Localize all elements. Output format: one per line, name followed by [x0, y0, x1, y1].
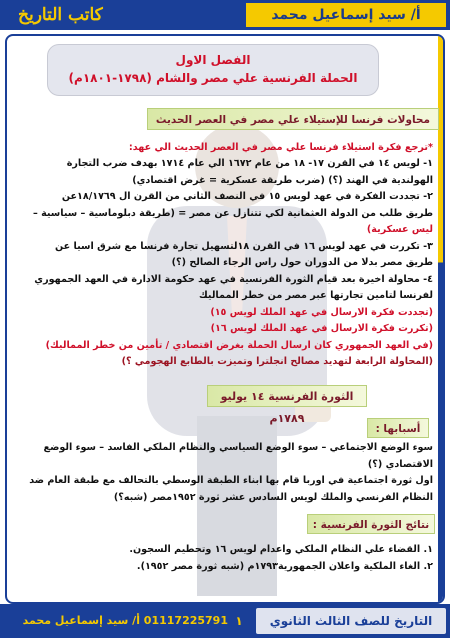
text-line: ٢. الغاء الملكية واعلان الجمهورية١٧٩٣م (شبه ثورة مصر ١٩٥٢). [136, 561, 433, 572]
revolution-heading: الثورة الفرنسية ١٤ يوليو ١٧٨٩م [207, 385, 367, 407]
page-header [0, 0, 450, 30]
section-intro: *ترجع فكرة استيلاء فرنسا علي مصر في العصر الحديث الي عهد: [128, 142, 433, 153]
chapter-title: الحملة الفرنسية علي مصر والشام (١٧٩٨-١٨٠١م) [68, 71, 358, 85]
chapter-label: الفصل الاول [175, 53, 251, 67]
text-line: ٤- محاولة اخيرة بعد قيام الثورة الفرنسية في عهد حكومة الادارة في العهد الجمهوري [34, 273, 433, 285]
text-line: (المحاولة الرابعة لتهديد مصالح انجلترا وتميزت بالطابع الهجومي ؟) [121, 356, 433, 367]
text-line: ١- لويس ١٤ في القرن ١٧- ١٨ من عام ١٦٧٢ الي عام ١٧١٤ بهدف ضرب التجارة [66, 158, 433, 169]
text-line: ليس عسكرية) [366, 224, 433, 235]
chapter-title-box [47, 44, 379, 96]
text-line: سوء الوضع الاجتماعي – سوء الوضع السياسي والنظام الملكي الفاسد – سوء الوضع [43, 442, 433, 453]
text-line: الهولندية في الهند (؟) (ضرب طريقة عسكرية = غرض اقتصادي) [132, 174, 433, 186]
header-title: كاتب التاريخ [18, 5, 103, 25]
text-line: طريق مصر بدلا من الدوران حول راس الرجاء الصالح (؟) [171, 257, 433, 268]
text-line: (في العهد الجمهوري كان ارسال الحملة بغرض اقتصادي / تأمين من خطر المماليك) [45, 339, 433, 351]
text-line: ١. القضاء علي النظام الملكي واعدام لويس ١٦ وتحطيم السجون. [129, 544, 433, 555]
text-line: ٣- تكررت في عهد لويس ١٦ في القرن ١٨لتسهيل تجارة فرنسا مع شرق اسيا عن [54, 240, 433, 252]
page-footer [0, 604, 450, 638]
text-line: النظام الفرنسي والملك لويس السادس عشر ثورة ١٩٥٢مصر (شبه؟) [113, 491, 433, 503]
text-line: لفرنسا لتامين تجارتها عبر مصر من خطر المماليك [198, 290, 433, 301]
footer-author: 01117225791 أ/ سيد إسماعيل محمد [22, 614, 228, 627]
header-author: أ/ سيد إسماعيل محمد [246, 3, 446, 27]
page-number: ١ [235, 614, 243, 628]
text-line: ٢- تجددت الفكرة في عهد لويس ١٥ في النصف الثاني من القرن ال ١٨/١٧٦٩عن [61, 191, 433, 202]
text-line: (تجددت فكرة الارسال في عهد الملك لويس ١٥) [210, 306, 433, 318]
section-heading: محاولات فرنسا للإستيلاء علي مصر في العصر الحديث [147, 108, 439, 130]
content-frame [5, 34, 445, 604]
causes-label: أسبابها : [367, 418, 429, 438]
results-label: نتائج الثورة الفرنسية : [307, 514, 435, 534]
footer-subject: التاريخ للصف الثالث الثانوي [256, 608, 446, 634]
text-line: الاقتصادي (؟) [367, 458, 433, 470]
text-line: اول ثورة اجتماعية في اوربا قام بها ابناء الطبقة الوسطي بالتحالف مع طبقة العام ضد [29, 475, 433, 486]
text-line: طريق طلب من الدولة العثمانية لكي تتنازل عن مصر = (طريقة دبلوماسية – سياسية – [32, 207, 433, 219]
text-line: (تكررت فكرة الارسال في عهد الملك لويس ١٦) [210, 323, 433, 334]
